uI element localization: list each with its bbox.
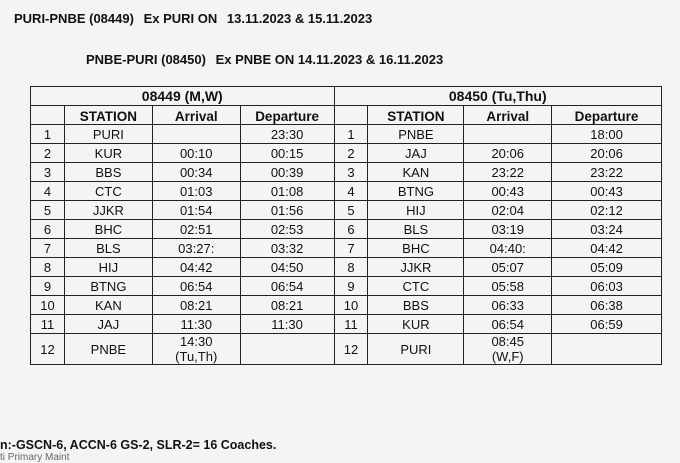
left-arrival-cell: 04:42 <box>152 258 240 277</box>
table-row <box>31 315 662 334</box>
right-no-cell: 9 <box>334 277 368 296</box>
right-departure-cell: 02:12 <box>552 201 662 220</box>
right-no-cell: 8 <box>334 258 368 277</box>
table-row <box>31 239 662 258</box>
left-no-cell: 6 <box>31 220 65 239</box>
left-departure-cell <box>240 334 334 365</box>
right-station-cell: JJKR <box>368 258 464 277</box>
right-departure-cell: 06:38 <box>552 296 662 315</box>
left-arrival-cell: 08:21 <box>152 296 240 315</box>
left-no-cell: 4 <box>31 182 65 201</box>
train-08450-title: 08450 (Tu,Thu) <box>334 87 661 106</box>
left-departure-cell: 01:08 <box>240 182 334 201</box>
left-arrival-cell: 03:27: <box>152 239 240 258</box>
route-08450: PNBE-PURI (08450) <box>86 52 206 67</box>
left-station-cell: PURI <box>64 125 152 144</box>
right-arrival-header: Arrival <box>464 106 552 125</box>
left-departure-cell: 06:54 <box>240 277 334 296</box>
left-station-cell: JJKR <box>64 201 152 220</box>
dates-08449: 13.11.2023 & 15.11.2023 <box>226 11 373 26</box>
timetable <box>30 86 662 365</box>
table-row <box>31 277 662 296</box>
right-no-cell: 1 <box>334 125 368 144</box>
left-departure-cell: 03:32 <box>240 239 334 258</box>
table-row <box>31 163 662 182</box>
right-departure-cell: 18:00 <box>552 125 662 144</box>
right-station-cell: BHC <box>368 239 464 258</box>
left-station-cell: CTC <box>64 182 152 201</box>
right-station-cell: CTC <box>368 277 464 296</box>
right-departure-cell: 23:22 <box>552 163 662 182</box>
right-departure-cell: 04:42 <box>552 239 662 258</box>
right-departure-header: Departure <box>552 106 662 125</box>
right-station-cell: PURI <box>368 334 464 365</box>
left-arrival-cell: 02:51 <box>152 220 240 239</box>
left-station-cell: KUR <box>64 144 152 163</box>
table-row <box>31 258 662 277</box>
left-departure-cell: 00:15 <box>240 144 334 163</box>
left-no-cell: 7 <box>31 239 65 258</box>
left-no-cell: 1 <box>31 125 65 144</box>
right-arrival-cell: 05:07 <box>464 258 552 277</box>
right-arrival-cell <box>464 125 552 144</box>
table-row <box>31 220 662 239</box>
left-station-cell: BBS <box>64 163 152 182</box>
right-station-cell: PNBE <box>368 125 464 144</box>
header-line-2 <box>86 52 449 67</box>
left-departure-cell: 04:50 <box>240 258 334 277</box>
left-departure-cell: 23:30 <box>240 125 334 144</box>
right-station-cell: BBS <box>368 296 464 315</box>
left-station-cell: PNBE <box>64 334 152 365</box>
right-departure-cell: 06:59 <box>552 315 662 334</box>
left-no-cell: 3 <box>31 163 65 182</box>
left-no-cell: 2 <box>31 144 65 163</box>
left-no-cell: 5 <box>31 201 65 220</box>
ex-pnbe-text: Ex PNBE ON 14.11.2023 & 16.11.2023 <box>215 52 444 67</box>
right-arrival-cell: 05:58 <box>464 277 552 296</box>
right-no-cell: 4 <box>334 182 368 201</box>
right-arrival-cell: 08:45 (W,F) <box>464 334 552 365</box>
left-departure-cell: 11:30 <box>240 315 334 334</box>
right-no-cell: 5 <box>334 201 368 220</box>
right-departure-cell: 06:03 <box>552 277 662 296</box>
right-arrival-cell: 06:33 <box>464 296 552 315</box>
right-arrival-cell: 02:04 <box>464 201 552 220</box>
table-row <box>31 125 662 144</box>
left-arrival-cell: 11:30 <box>152 315 240 334</box>
left-station-cell: BHC <box>64 220 152 239</box>
right-no-cell: 7 <box>334 239 368 258</box>
left-station-cell: JAJ <box>64 315 152 334</box>
table-row <box>31 296 662 315</box>
left-departure-cell: 02:53 <box>240 220 334 239</box>
left-arrival-cell: 01:03 <box>152 182 240 201</box>
right-station-header: STATION <box>368 106 464 125</box>
right-no-header <box>334 106 368 125</box>
right-station-cell: BTNG <box>368 182 464 201</box>
right-arrival-cell: 23:22 <box>464 163 552 182</box>
right-arrival-cell: 00:43 <box>464 182 552 201</box>
table-row <box>31 334 662 365</box>
left-arrival-cell: 14:30 (Tu,Th) <box>152 334 240 365</box>
right-arrival-cell: 03:19 <box>464 220 552 239</box>
route-08449: PURI-PNBE (08449) <box>14 11 134 26</box>
left-departure-header: Departure <box>240 106 334 125</box>
right-arrival-cell: 06:54 <box>464 315 552 334</box>
left-arrival-cell: 00:10 <box>152 144 240 163</box>
left-arrival-cell: 06:54 <box>152 277 240 296</box>
coach-composition: n:-GSCN-6, ACCN-6 GS-2, SLR-2= 16 Coaches. <box>0 438 277 452</box>
right-no-cell: 12 <box>334 334 368 365</box>
left-station-cell: BTNG <box>64 277 152 296</box>
right-arrival-cell: 04:40: <box>464 239 552 258</box>
ex-puri-label: Ex PURI ON <box>143 11 218 26</box>
right-no-cell: 2 <box>334 144 368 163</box>
left-departure-cell: 01:56 <box>240 201 334 220</box>
table-row <box>31 144 662 163</box>
left-station-cell: HIJ <box>64 258 152 277</box>
right-arrival-cell: 20:06 <box>464 144 552 163</box>
right-no-cell: 3 <box>334 163 368 182</box>
timetable-body <box>31 125 662 365</box>
left-no-cell: 12 <box>31 334 65 365</box>
left-no-cell: 10 <box>31 296 65 315</box>
right-station-cell: JAJ <box>368 144 464 163</box>
header-line-1 <box>14 11 378 26</box>
right-station-cell: KAN <box>368 163 464 182</box>
table-row <box>31 201 662 220</box>
left-departure-cell: 00:39 <box>240 163 334 182</box>
left-departure-cell: 08:21 <box>240 296 334 315</box>
right-station-cell: KUR <box>368 315 464 334</box>
left-no-cell: 9 <box>31 277 65 296</box>
left-no-cell: 11 <box>31 315 65 334</box>
left-no-cell: 8 <box>31 258 65 277</box>
right-no-cell: 6 <box>334 220 368 239</box>
right-station-cell: HIJ <box>368 201 464 220</box>
right-departure-cell: 20:06 <box>552 144 662 163</box>
train-08449-title: 08449 (M,W) <box>31 87 335 106</box>
left-arrival-cell: 01:54 <box>152 201 240 220</box>
right-departure-cell: 05:09 <box>552 258 662 277</box>
cut-off-line: ti Primary Maint <box>0 452 70 463</box>
right-departure-cell: 03:24 <box>552 220 662 239</box>
table-row <box>31 182 662 201</box>
right-station-cell: BLS <box>368 220 464 239</box>
right-no-cell: 11 <box>334 315 368 334</box>
right-departure-cell <box>552 334 662 365</box>
right-departure-cell: 00:43 <box>552 182 662 201</box>
right-no-cell: 10 <box>334 296 368 315</box>
left-station-header: STATION <box>64 106 152 125</box>
left-arrival-header: Arrival <box>152 106 240 125</box>
left-station-cell: KAN <box>64 296 152 315</box>
left-station-cell: BLS <box>64 239 152 258</box>
left-no-header <box>31 106 65 125</box>
left-arrival-cell <box>152 125 240 144</box>
left-arrival-cell: 00:34 <box>152 163 240 182</box>
